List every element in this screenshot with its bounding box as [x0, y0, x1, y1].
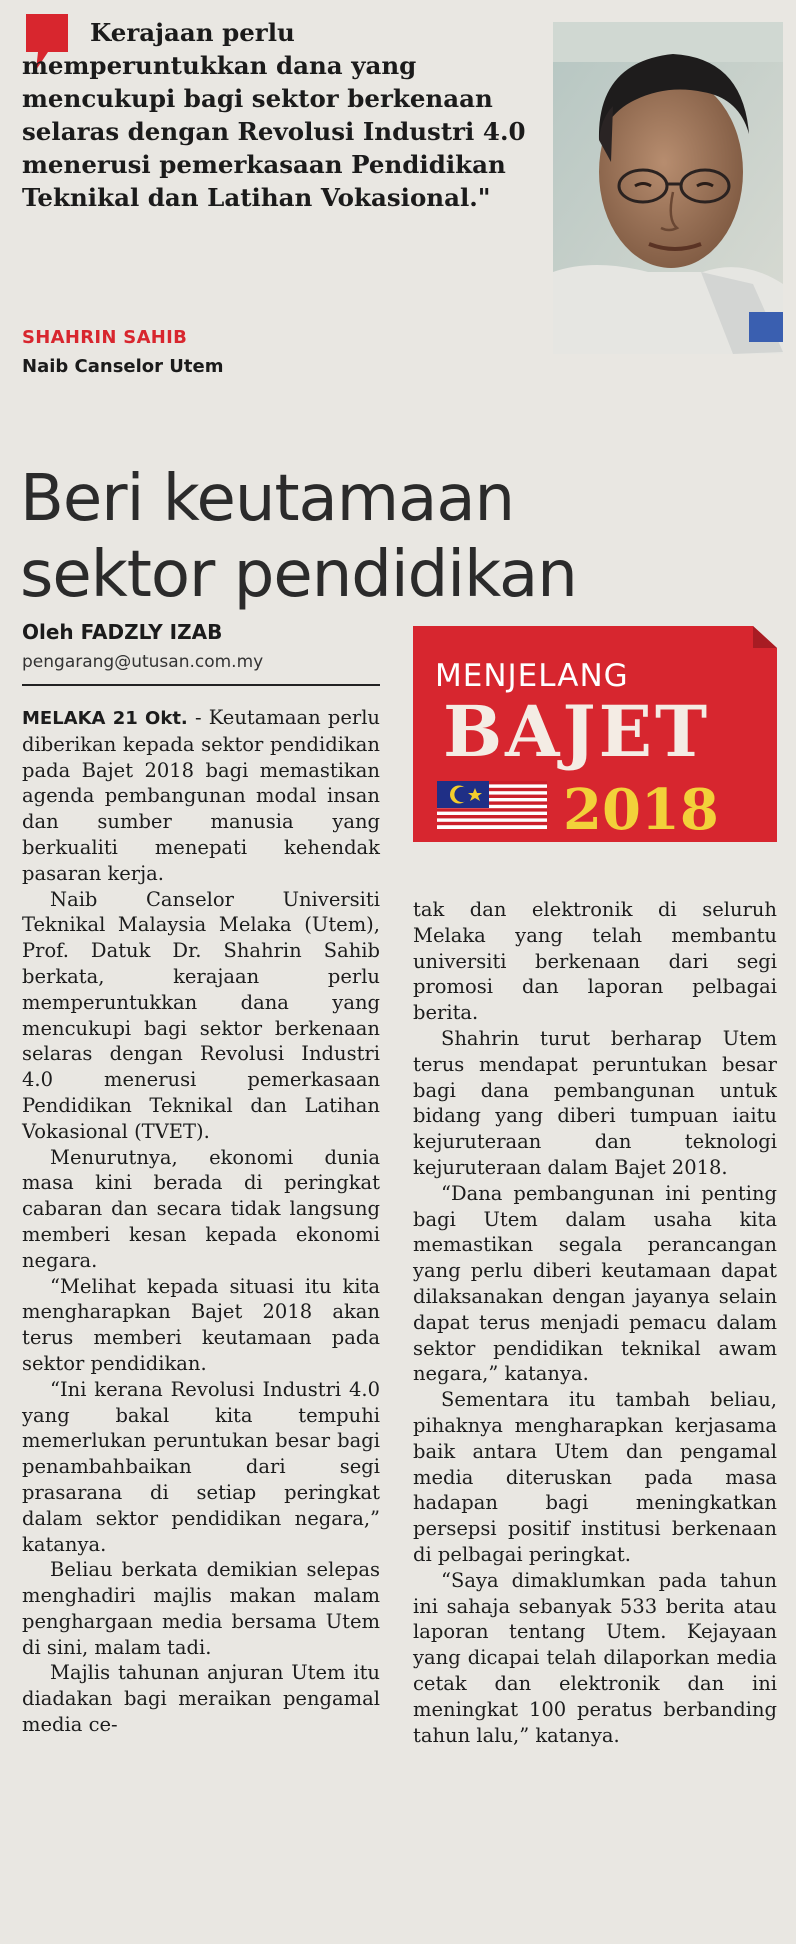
- quote-source-name: SHAHRIN SAHIB: [22, 327, 188, 348]
- badge-line-1: MENJELANG: [435, 658, 629, 694]
- article-column-1: [22, 705, 380, 1738]
- malaysia-flag-icon: [437, 781, 547, 829]
- paragraph: tak dan elektronik di seluruh Melaka yang telah membantu universiti berkenaan dari segi promosi dan laporan pelbagai berita.: [413, 898, 777, 1025]
- paragraph: Shahrin turut berharap Utem terus mendapat peruntukan besar bagi dana pembangunan untuk bidang yang diberi tumpuan iaitu kejuruteraan dan teknologi kejuruteraan dalam Bajet 2018.: [413, 1026, 777, 1179]
- lead-paragraph: [22, 705, 380, 887]
- paragraph: Sementara itu tambah beliau, pihaknya mengharapkan kerjasama baik antara Utem dan pengamal media diteruskan pada masa hadapan bagi meningkatkan persepsi positif institusi berkenaan di pelbagai peringkat.: [413, 1388, 777, 1566]
- pull-quote: [22, 16, 542, 214]
- pull-quote-first-line: Kerajaan perlu: [90, 18, 295, 47]
- bajet-2018-badge: [413, 626, 777, 842]
- dateline: MELAKA 21 Okt.: [22, 708, 188, 729]
- byline: Oleh FADZLY IZAB: [22, 620, 223, 644]
- paragraph: “Dana pembangunan ini penting bagi Utem dalam usaha kita memastikan segala perancangan yang perlu diberi keutamaan dapat dilaksanakan dengan jayanya selain dapat terus menjadi pemacu dalam sektor pendidikan teknikal awam negara,” katanya.: [413, 1181, 777, 1386]
- badge-line-3: 2018: [563, 777, 719, 842]
- paragraph: “Ini kerana Revolusi Industri 4.0 yang bakal kita tempuhi memerlukan peruntukan besar bagi penambahbaikan dari segi prasarana di setiap peringkat dalam sektor pendidikan negara,” katanya.: [22, 1377, 380, 1556]
- paragraph: “Melihat kepada situasi itu kita mengharapkan Bajet 2018 akan terus memberi keutamaan pada sektor pendidikan.: [22, 1274, 380, 1375]
- quote-source-title: Naib Canselor Utem: [22, 356, 224, 377]
- badge-line-2: BAJET: [443, 690, 711, 773]
- author-email: pengarang@utusan.com.my: [22, 652, 264, 672]
- paragraph: Majlis tahunan anjuran Utem itu diadakan bagi meraikan pengamal media ce-: [22, 1661, 380, 1737]
- paragraph: Naib Canselor Universiti Teknikal Malaysia Melaka (Utem), Prof. Datuk Dr. Shahrin Sahib berkata, kerajaan perlu memperuntukkan dana yang mencukupi bagi sektor berkenaan selaras dengan Revolusi Industri 4.0 menerusi pemerkasaan Pendidikan Teknikal dan Latihan Vokasional (TVET).: [22, 887, 380, 1143]
- byline-divider: [22, 684, 380, 686]
- article-column-2: [413, 897, 777, 1748]
- paragraph: “Saya dimaklumkan pada tahun ini sahaja sebanyak 533 berita atau laporan tentang Utem. Kejayaan yang dicapai telah dilaporkan media cetak dan elektronik dan ini meningkat 100 peratus berbanding tahun lalu,” katanya.: [413, 1568, 777, 1747]
- paragraph: Menurutnya, ekonomi dunia masa kini berada di peringkat cabaran dan secara tidak langsung memberi kesan kepada ekonomi negara.: [22, 1145, 380, 1272]
- lead-text: - Keutamaan perlu diberikan kepada sektor pendidikan pada Bajet 2018 bagi memastikan agenda pembangunan modal insan dan sumber manusia yang berkualiti menepati kehendak pasaran kerja.: [22, 706, 380, 885]
- paragraph: Beliau berkata demikian selepas menghadiri majlis makan malam penghargaan media bersama Utem di sini, malam tadi.: [22, 1558, 380, 1659]
- article-headline: Beri keutamaan sektor pendidikan: [20, 461, 577, 612]
- pull-quote-body: memperuntukkan dana yang mencukupi bagi sektor berkenaan selaras dengan Revolusi Industri 4.0 menerusi pemerkasaan Pendidikan Teknikal dan Latihan Vokasional.": [22, 51, 526, 212]
- speaker-photo: [553, 22, 783, 354]
